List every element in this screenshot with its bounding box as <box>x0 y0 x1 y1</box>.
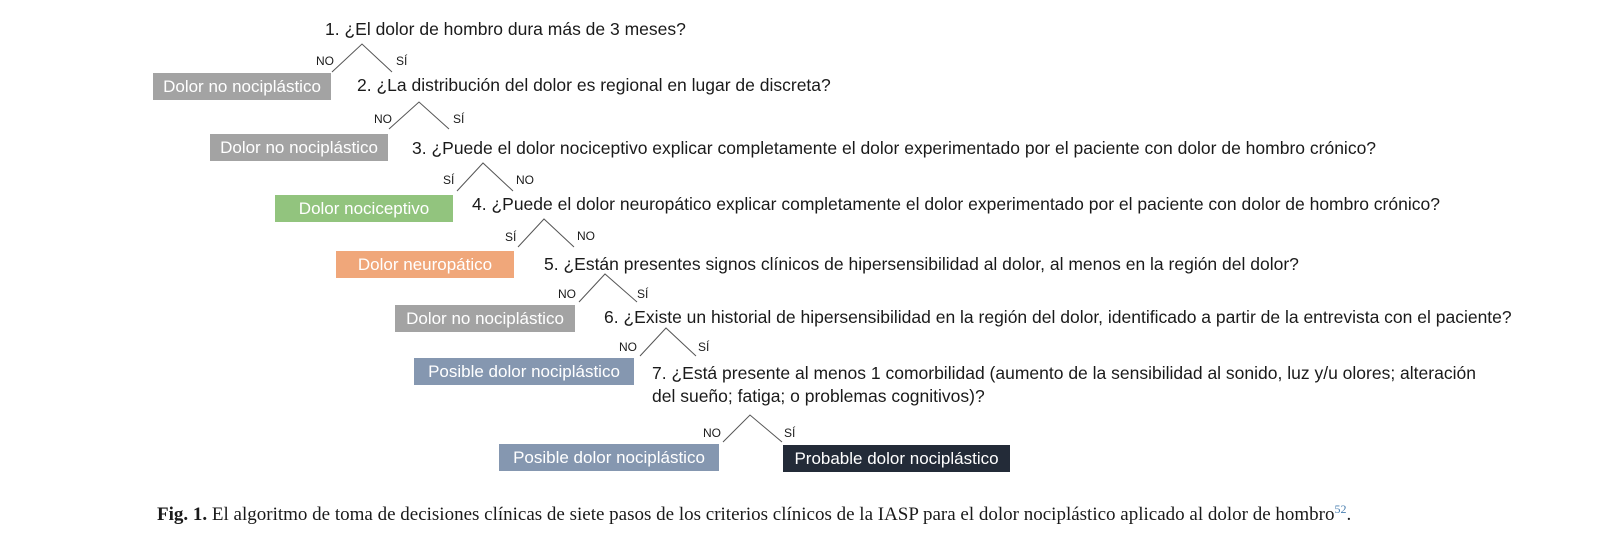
label-si-2: SÍ <box>453 112 465 126</box>
outcome-box-5: Dolor no nociplástico <box>395 305 575 332</box>
figure-caption <box>157 497 1351 527</box>
outcome-box-3: Dolor nociceptivo <box>275 195 453 222</box>
question-7-line-2: del sueño; fatiga; o problemas cognitivos)? <box>652 386 985 406</box>
label-no-7: NO <box>703 426 721 440</box>
label-si-7: SÍ <box>784 426 796 440</box>
caption-text: El algoritmo de toma de decisiones clínicas de siete pasos de los criterios clínicos de la IASP para el dolor nociplástico aplicado al dolor de hombro <box>207 504 1335 525</box>
branch-5 <box>579 274 637 302</box>
label-no-3: NO <box>516 173 534 187</box>
label-si-5: SÍ <box>637 287 649 301</box>
question-6: 6. ¿Existe un historial de hipersensibilidad en la región del dolor, identificado a partir de la entrevista con el paciente? <box>604 307 1512 327</box>
outcome-box-2: Dolor no nociplástico <box>210 134 388 161</box>
label-si-3: SÍ <box>443 173 455 187</box>
label-no-1: NO <box>316 54 334 68</box>
question-7-line-1: 7. ¿Está presente al menos 1 comorbilidad (aumento de la sensibilidad al sonido, luz y/u olores; alteración <box>652 363 1476 383</box>
outcome-box-6: Posible dolor nociplástico <box>414 358 634 385</box>
outcome-box-4: Dolor neuropático <box>336 251 514 278</box>
label-si-1: SÍ <box>396 54 408 68</box>
caption-reference: 52 <box>1334 502 1347 516</box>
branch-1 <box>332 44 392 72</box>
outcome-box-8: Probable dolor nociplástico <box>783 445 1010 472</box>
label-no-2: NO <box>374 112 392 126</box>
branch-6 <box>640 328 696 356</box>
caption-label: Fig. 1. <box>157 504 208 525</box>
branch-7 <box>723 415 782 442</box>
label-no-6: NO <box>619 340 637 354</box>
caption-end: . <box>1346 504 1352 525</box>
branch-2 <box>389 102 449 129</box>
question-4: 4. ¿Puede el dolor neuropático explicar completamente el dolor experimentado por el paciente con dolor de hombro crónico? <box>472 194 1440 214</box>
outcome-box-1: Dolor no nociplástico <box>153 73 331 100</box>
question-3: 3. ¿Puede el dolor nociceptivo explicar completamente el dolor experimentado por el paciente con dolor de hombro crónico? <box>412 138 1377 158</box>
outcome-box-7: Posible dolor nociplástico <box>499 444 719 471</box>
label-si-6: SÍ <box>698 340 710 354</box>
question-5: 5. ¿Están presentes signos clínicos de hipersensibilidad al dolor, al menos en la región del dolor? <box>544 254 1299 274</box>
branch-3 <box>457 163 513 191</box>
label-si-4: SÍ <box>505 230 517 244</box>
question-2: 2. ¿La distribución del dolor es regional en lugar de discreta? <box>357 75 831 95</box>
label-no-5: NO <box>558 287 576 301</box>
label-no-4: NO <box>577 229 595 243</box>
question-1: 1. ¿El dolor de hombro dura más de 3 meses? <box>325 19 686 39</box>
branch-4 <box>518 219 574 247</box>
